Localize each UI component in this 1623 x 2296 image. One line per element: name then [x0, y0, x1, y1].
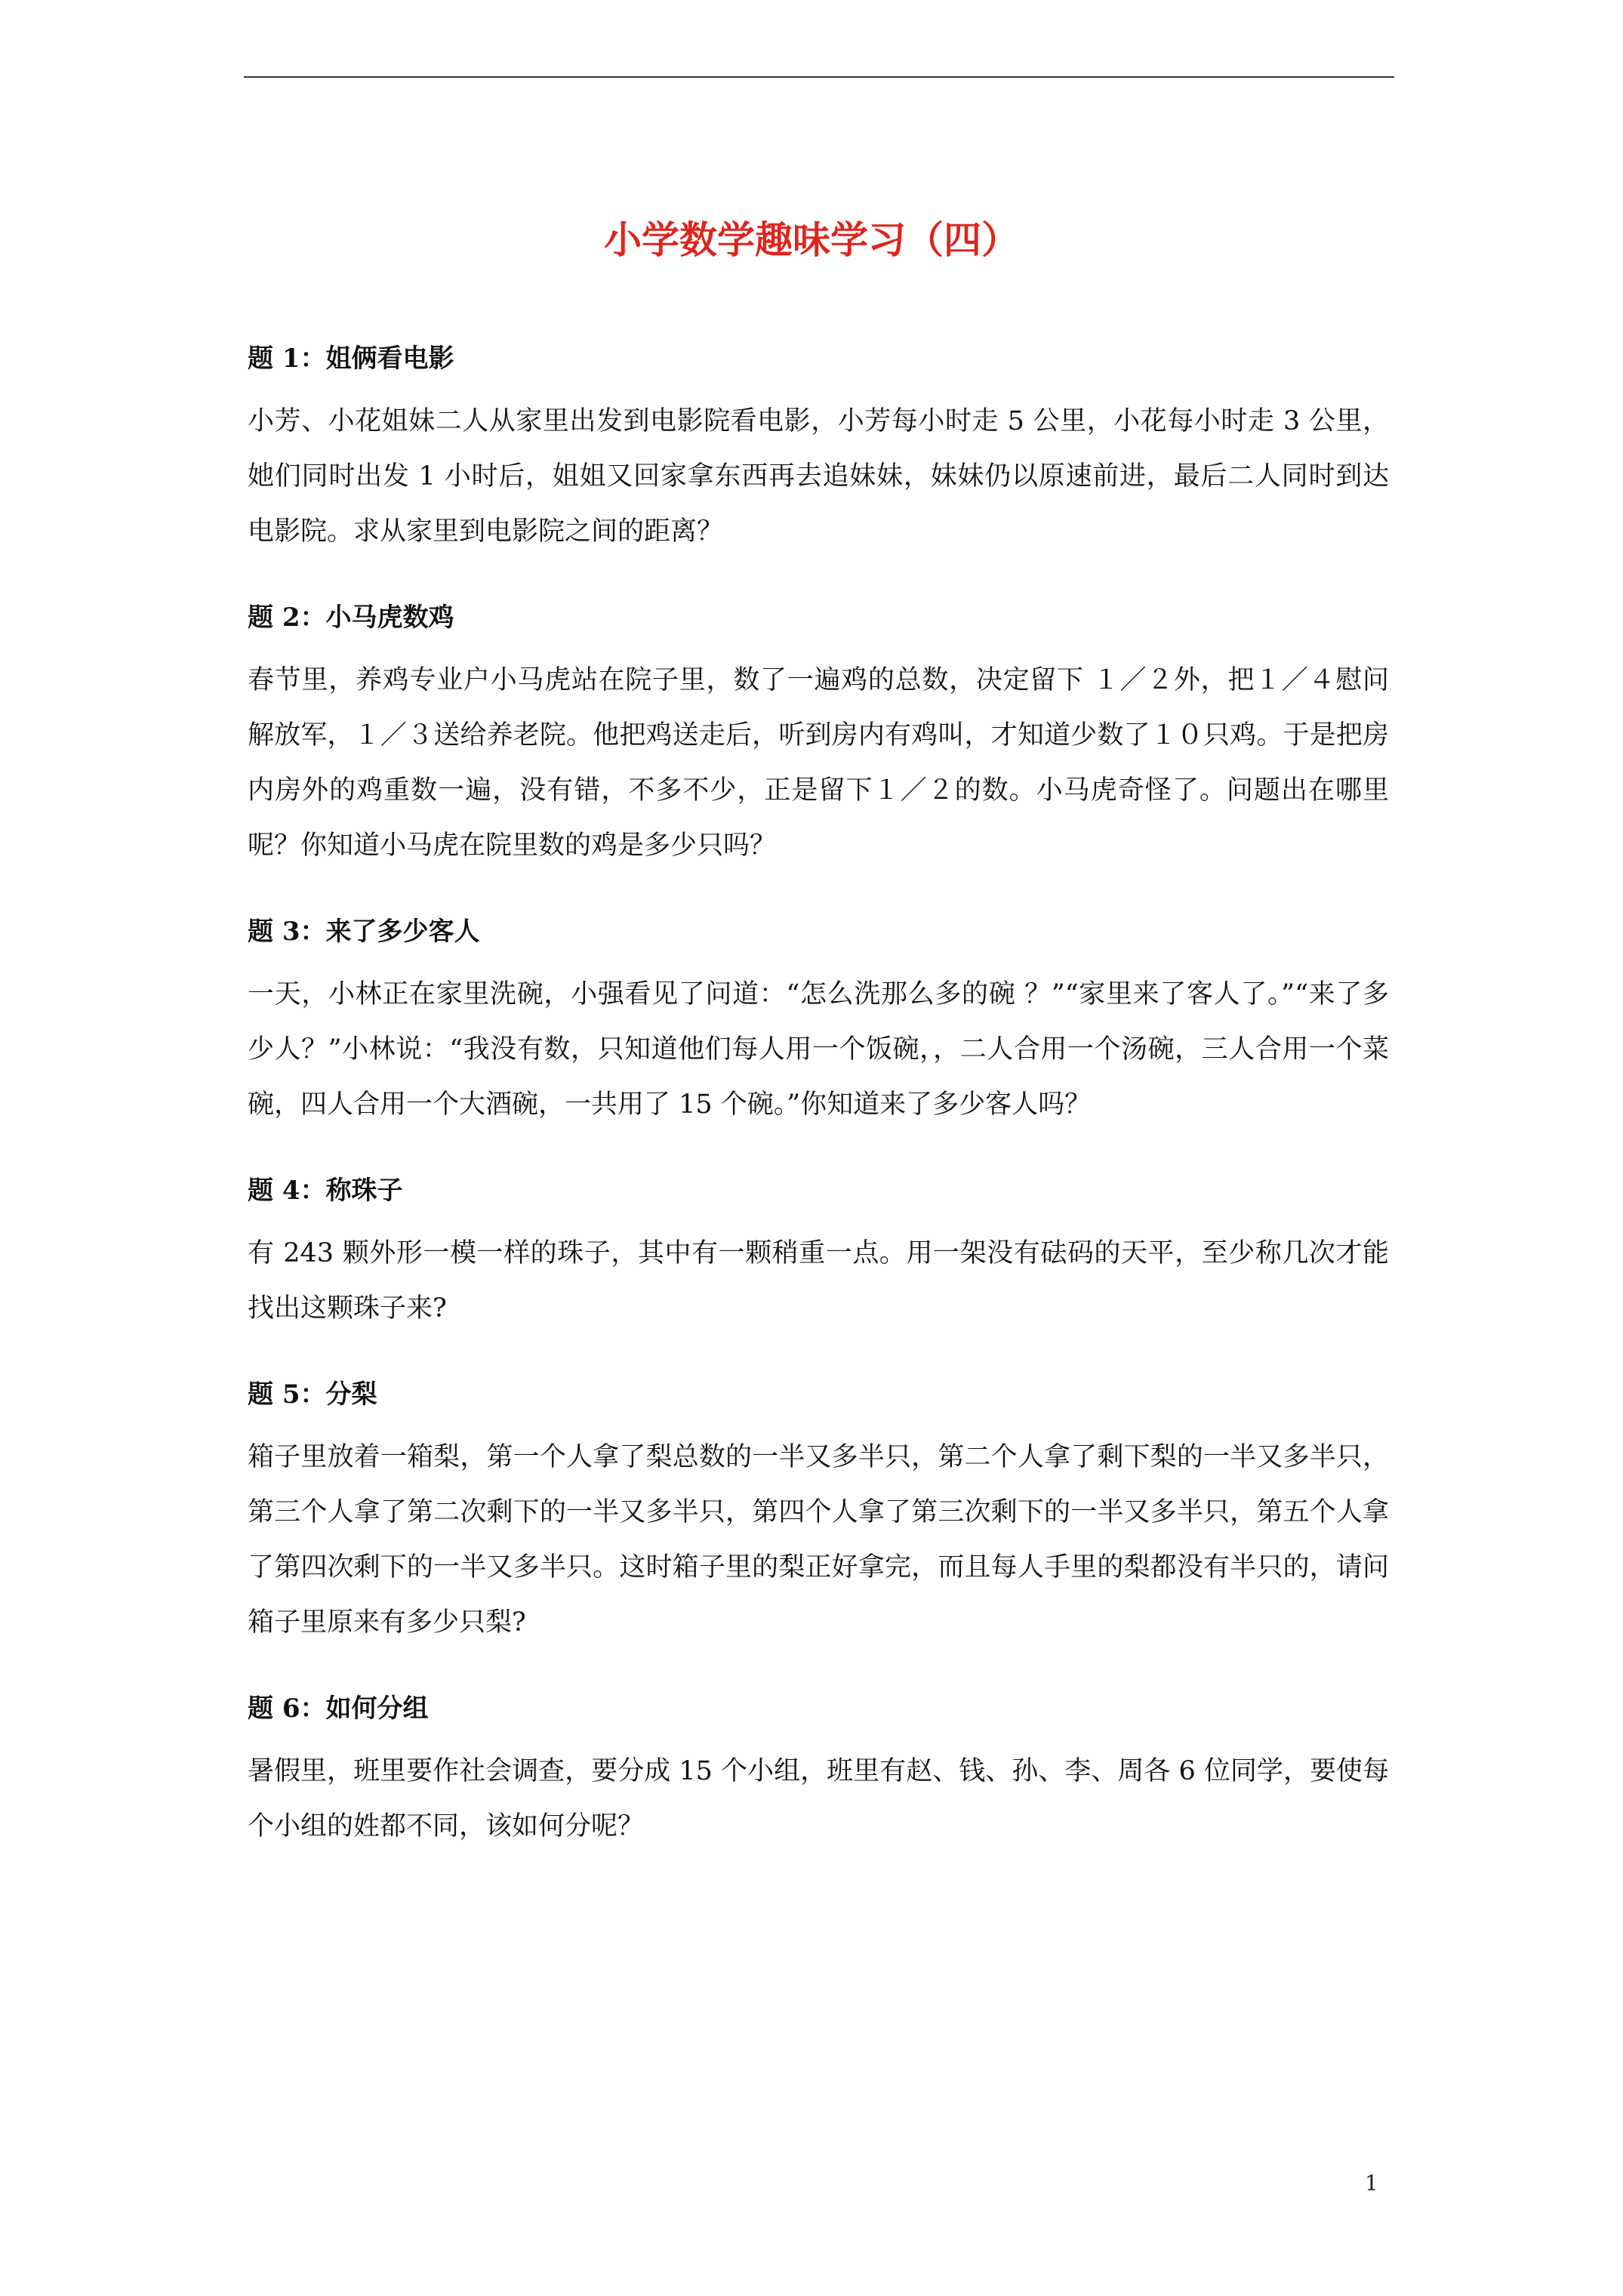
problem-4	[248, 1172, 1389, 1336]
page-number: 1	[1365, 2171, 1378, 2196]
problem-body: 箱子里放着一箱梨，第一个人拿了梨总数的一半又多半只，第二个人拿了剩下梨的一半又多半只，第三个人拿了第二次剩下的一半又多半只，第四个人拿了第三次剩下的一半又多半只，第五个人拿了第四次剩下的一半又多半只。这时箱子里的梨正好拿完，而且每人手里的梨都没有半只的，请问箱子里原来有多少只梨?	[248, 1442, 1389, 1638]
problem-body: 一天，小林正在家里洗碗，小强看见了问道：“怎么洗那么多的碗 ？”“家里来了客人了。”“来了多少人？”小林说：“我没有数，只知道他们每人用一个饭碗，，二人合用一个汤碗，三人合用一个菜碗，四人合用一个大酒碗，一共用了 15 个碗。”你知道来了多少客人吗？	[248, 979, 1389, 1120]
problem-heading: 题 1：姐俩看电影	[248, 344, 454, 374]
problem-heading: 题 2：小马虎数鸡	[248, 603, 454, 633]
problem-2	[248, 599, 1389, 874]
problem-1	[248, 340, 1389, 559]
header-rule	[244, 76, 1394, 78]
problem-body: 小芳、小花姐妹二人从家里出发到电影院看电影，小芳每小时走 5 公里，小花每小时走 3 公里，她们同时出发 1 小时后，姐姐又回家拿东西再去追妹妹，妹妹仍以原速前进，最后二人同时到达电影院。求从家里到电影院之间的距离？	[248, 406, 1389, 547]
page-title: 小学数学趣味学习（四）	[604, 217, 1019, 262]
problem-3	[248, 913, 1389, 1133]
problem-body: 春节里，养鸡专业户小马虎站在院子里，数了一遍鸡的总数，决定留下 １／２外，把１／４慰问解放军，１／３送给养老院。他把鸡送走后，听到房内有鸡叫，才知道少数了１０只鸡。于是把房内房外的鸡重数一遍，没有错，不多不少，正是留下１／２的数。小马虎奇怪了。问题出在哪里呢？你知道小马虎在院里数的鸡是多少只吗？	[248, 665, 1389, 861]
problem-body: 有 243 颗外形一模一样的珠子，其中有一颗稍重一点。用一架没有砝码的天平，至少称几次才能找出这颗珠子来?	[248, 1238, 1389, 1324]
problem-list	[248, 340, 1389, 1894]
problem-heading: 题 6：如何分组	[248, 1693, 429, 1724]
problem-5	[248, 1376, 1389, 1650]
problem-body: 暑假里，班里要作社会调查，要分成 15 个小组，班里有赵、钱、孙、李、周各 6 位同学，要使每个小组的姓都不同，该如何分呢？	[248, 1756, 1389, 1841]
problem-heading: 题 4：称珠子	[248, 1176, 403, 1206]
problem-heading: 题 5：分梨	[248, 1379, 377, 1410]
problem-6	[248, 1690, 1389, 1854]
problem-heading: 题 3：来了多少客人	[248, 917, 480, 947]
